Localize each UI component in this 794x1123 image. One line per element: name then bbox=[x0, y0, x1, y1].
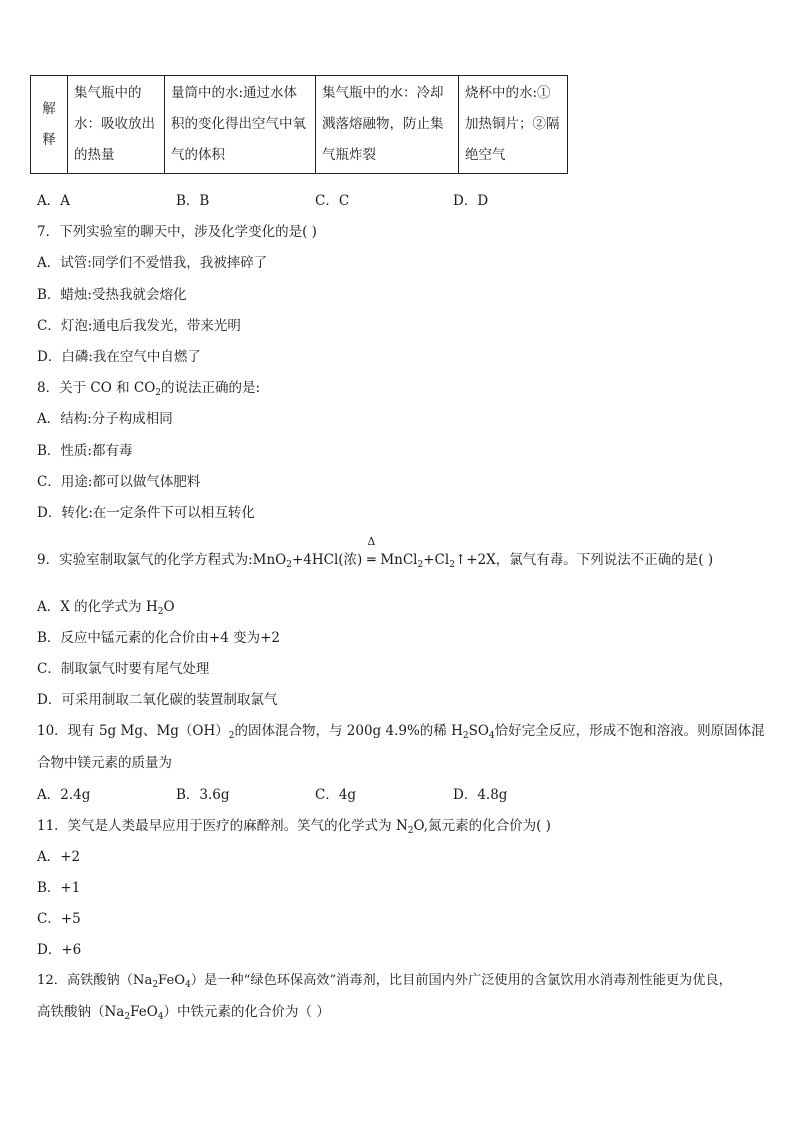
table-cell: 量筒中的水:通过水体积的变化得出空气中氧气的体积 bbox=[165, 76, 316, 174]
q8-option-d: D．转化:在一定条件下可以相互转化 bbox=[37, 505, 255, 521]
q7-stem: 7．下列实验室的聊天中，涉及化学变化的是( ) bbox=[37, 224, 317, 240]
q10-option-c: C．4g bbox=[315, 787, 357, 803]
explanation-table bbox=[30, 75, 568, 174]
q9-option-c: C．制取氯气时要有尾气处理 bbox=[37, 661, 210, 677]
heat-condition: Δ ═ bbox=[367, 535, 376, 568]
q7-option-b: B．蜡烛:受热我就会熔化 bbox=[37, 287, 187, 303]
table-cell: 集气瓶中的水：冷却溅落熔融物，防止集气瓶炸裂 bbox=[316, 76, 459, 174]
q9-option-a: A．X 的化学式为 $H_2O$ bbox=[37, 599, 175, 617]
q8-option-a: A．结构:分子构成相同 bbox=[37, 411, 173, 427]
q11-option-a: A．+2 bbox=[37, 849, 81, 865]
q10-option-a: A．2.4g bbox=[37, 787, 91, 803]
q6-option-a: A．A bbox=[37, 193, 70, 209]
row-header: 解释 bbox=[31, 76, 68, 174]
q7-option-d: D．白磷:我在空气中自燃了 bbox=[37, 349, 201, 365]
q6-option-c: C．C bbox=[315, 193, 350, 209]
table-cell: 集气瓶中的水：吸收放出的热量 bbox=[68, 76, 165, 174]
q12-stem: 12．高铁酸钠$(Na_2FeO_4)$是一种“绿色环保高效”消毒剂，比目前国内外广泛使用的含氯饮用水消毒剂性能更为优良， bbox=[37, 973, 732, 990]
q11-option-b: B．+1 bbox=[37, 880, 81, 896]
q11-stem: 11．笑气是人类最早应用于医疗的麻醉剂。笑气的化学式为 $N_2O$,氮元素的化合价为( ) bbox=[37, 818, 551, 836]
q10-option-d: D．4.8g bbox=[453, 787, 508, 803]
q10-stem: 10．现有 5g Mg、$Mg(OH)_2$的固体混合物，与 200g 4.9%的稀 $H_2SO_4$恰好完全反应，形成不饱和溶液。则原固体混 bbox=[37, 723, 765, 741]
q10-stem-line2: 合物中镁元素的质量为 bbox=[37, 755, 172, 771]
q10-option-b: B．3.6g bbox=[176, 787, 230, 803]
q6-option-d: D．D bbox=[453, 193, 489, 209]
q11-option-c: C．+5 bbox=[37, 911, 81, 927]
q8-option-b: B．性质:都有毒 bbox=[37, 443, 133, 459]
q8-option-c: C．用途:都可以做气体肥料 bbox=[37, 474, 201, 490]
q9-stem: 9．实验室制取氯气的化学方程式为:MnO$_2$+4HCl(浓) Δ ═ $MnCl_2+Cl_2↑+2X$，氯气有毒。下列说法不正确的是( ) bbox=[37, 535, 714, 570]
table-row bbox=[31, 76, 568, 174]
q9-option-b: B．反应中锰元素的化合价由+4 变为+2 bbox=[37, 630, 281, 646]
table-cell: 烧杯中的水:①加热铜片；②隔绝空气 bbox=[459, 76, 568, 174]
q11-option-d: D．+6 bbox=[37, 942, 82, 958]
q12-stem-line2: 高铁酸钠$(Na_2FeO_4)$中铁元素的化合价为（ ） bbox=[37, 1004, 330, 1022]
q9-option-d: D．可采用制取二氧化碳的装置制取氯气 bbox=[37, 692, 278, 708]
q8-stem: 8．关于 CO 和 $CO_2$的说法正确的是: bbox=[37, 380, 261, 398]
q6-option-b: B．B bbox=[176, 193, 210, 209]
q7-option-a: A．试管:同学们不爱惜我，我被摔碎了 bbox=[37, 255, 268, 271]
q7-option-c: C．灯泡:通电后我发光，带来光明 bbox=[37, 318, 241, 334]
